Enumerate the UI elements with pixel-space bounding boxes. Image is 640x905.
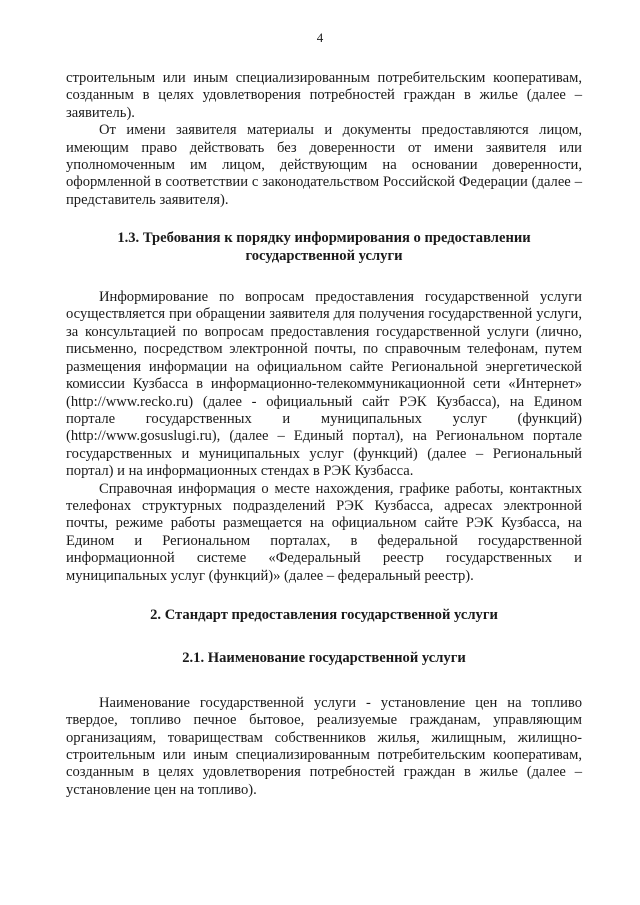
section-heading-2-1: 2.1. Наименование государственной услуги xyxy=(182,650,466,667)
section-heading-2: 2. Стандарт предоставления государственной услуги xyxy=(150,606,498,623)
paragraph-reference-info: Справочная информация о месте нахождения, графике работы, контактных телефонах структурных подразделений РЭК Кузбасса, адресах электронной почты, режиме работы размещается на официальном сайте РЭК Кузбасса, на Едином и Региональном порталах, в федеральной государственной информационной системе «Федеральный реестр государственных и муниципальных услуг (функций)» (далее – федеральный реестр). xyxy=(66,480,582,584)
paragraph-informing: Информирование по вопросам предоставления государственной услуги осуществляется при обращении заявителя для получения государственной услуги, за консультацией по вопросам предоставления государственной услуги (лично, письменно, посредством электронной почты, по справочным телефонам, путем размещения информации на официальном сайте Региональной энергетической комиссии Кузбасса в информационно-телекоммуникационной сети «Интернет» (http://www.recko.ru) (далее - официальный сайт РЭК Кузбасса), на Едином портале государственных и муниципальных услуг (функций) (http://www.gosuslugi.ru), (далее – Единый портал), на Региональном портале государственных и муниципальных услуг (функций) (далее – Региональный портал) и на информационных стендах в РЭК Кузбасса. xyxy=(66,289,582,480)
section-heading-1-3: 1.3. Требования к порядку информирования о предоставлении государственной услуги xyxy=(117,230,531,264)
document-body xyxy=(66,70,582,799)
paragraph-service-name: Наименование государственной услуги - установление цен на топливо твердое, топливо печное бытовое, реализуемые гражданам, управляющим организациям, товариществам собственников жилья, жилищным, жилищно-строительным или иным специализированным потребительским кооперативам, созданным в целях удовлетворения потребностей граждан в жилье (далее – установление цен на топливо). xyxy=(66,694,582,798)
paragraph-representative: От имени заявителя материалы и документы предоставляются лицом, имеющим право действовать без доверенности от имени заявителя или уполномоченным им лицом, действующим на основании доверенности, оформленной в соответствии с законодательством Российской Федерации (далее – представитель заявителя). xyxy=(66,122,582,208)
page-number: 4 xyxy=(316,30,324,45)
paragraph-applicant: строительным или иным специализированным потребительским кооперативам, созданным в целях удовлетворения потребностей граждан в жилье (далее – заявитель). xyxy=(66,70,582,121)
